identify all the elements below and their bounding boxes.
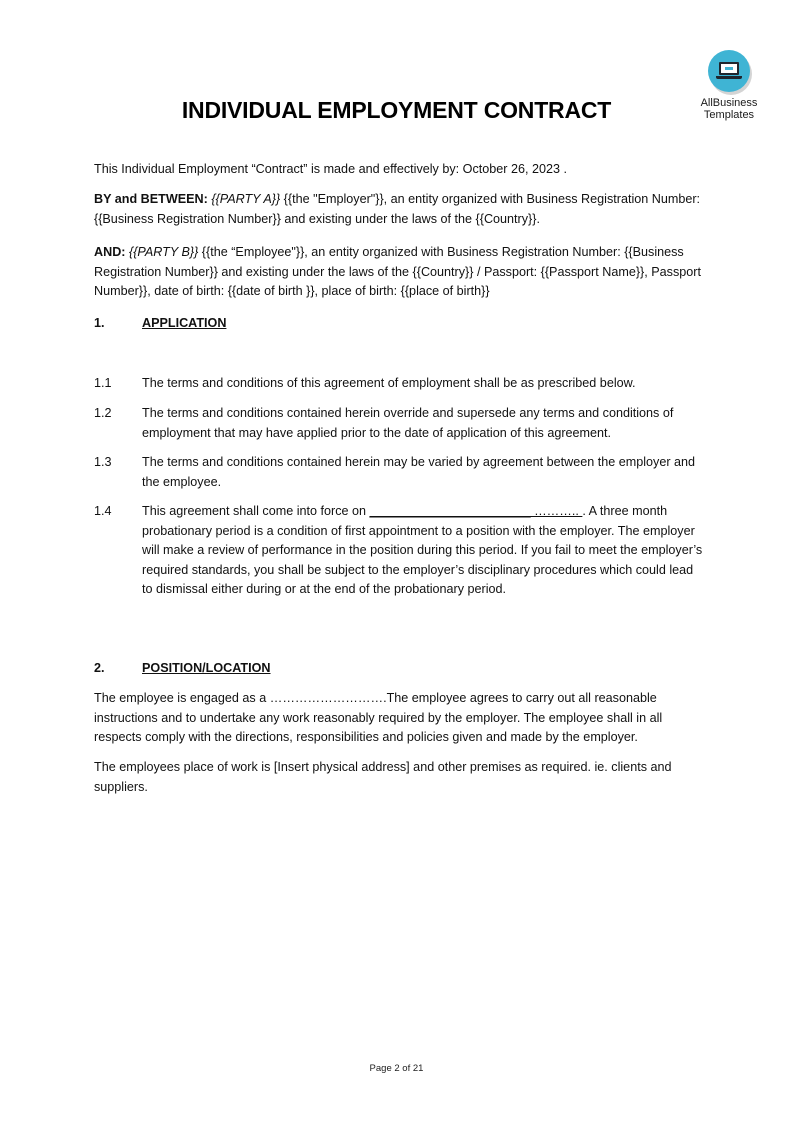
start-date-blank: _______________________ ……….. [369,504,583,518]
clause-number: 1.2 [94,406,112,420]
location-paragraph: The employees place of work is [Insert physical address] and other premises as required. ie. clients and suppliers. [94,760,672,794]
party-b-label: AND: [94,245,126,259]
party-b-paragraph [94,243,706,302]
document-title: INDIVIDUAL EMPLOYMENT CONTRACT [181,97,612,123]
section-1-title: APPLICATION [142,316,227,330]
section-1-number: 1. [94,316,105,330]
section-1-heading [94,316,226,330]
party-b-text: {{the “Employee"}}, an entity organized with Business Registration Number: {{Business Registration Number}} and existing under the laws of the {{Country}} / Passport: {{Passport Name}}, Passport Number}}, date of birth: {{date of birth }}, place of birth: {{place of birth}} [94,245,701,298]
page-number: Page 2 of 21 [369,1063,424,1074]
clause-1-3 [94,453,706,492]
party-b-name: {{PARTY B}} [128,245,199,259]
clause-text: The terms and conditions of this agreement of employment shall be as prescribed below. [142,376,636,390]
section-2-heading [94,661,271,675]
clause-1-2 [94,404,706,443]
clause-text: The terms and conditions contained herein may be varied by agreement between the employer and the employee. [142,455,696,489]
party-a-label: BY and BETWEEN: [94,192,208,206]
clause-number: 1.3 [94,455,112,469]
party-a-name: {{PARTY A}} [211,192,281,206]
clause-number: 1.1 [94,376,112,390]
clause-number: 1.4 [94,504,112,518]
clause-1-1 [94,374,706,394]
clause-text-before: This agreement shall come into force on [142,504,370,518]
position-paragraph: The employee is engaged as a ……………………….The employee agrees to carry out all reasonable instructions and to undertake any work reasonably required by the employer. The employee shall in all respects comply with the directions, responsibilities and policies given and made by the employer. [94,691,663,744]
clause-text-after: . A three month probationary period is a condition of first appointment to a position with the employer. The employer will make a review of performance in the position during this period. If you fail to meet the employer’s required standards, you shall be subject to the employer’s disciplinary procedures which could lead to dismissal either during or at the end of the probationary period. [142,504,703,596]
clause-text [142,502,706,600]
clause-1-4 [94,502,706,600]
laptop-icon [708,50,750,92]
logo-line-2: Templates [703,109,755,121]
section-2-title: POSITION/LOCATION [142,661,271,675]
party-a-paragraph [94,190,706,229]
clause-text: The terms and conditions contained herein override and supersede any terms and conditions of employment that may have applied prior to the date of application of this agreement. [142,406,674,440]
intro-paragraph: This Individual Employment “Contract” is made and effectively by: October 26, 2023 . [94,162,567,176]
logo-line-1: AllBusiness [700,97,758,109]
party-a-text: {{the "Employer"}}, an entity organized with Business Registration Number: {{Business Registration Number}} and existing under the laws of the {{Country}}. [94,192,701,226]
section-2-number: 2. [94,661,105,675]
